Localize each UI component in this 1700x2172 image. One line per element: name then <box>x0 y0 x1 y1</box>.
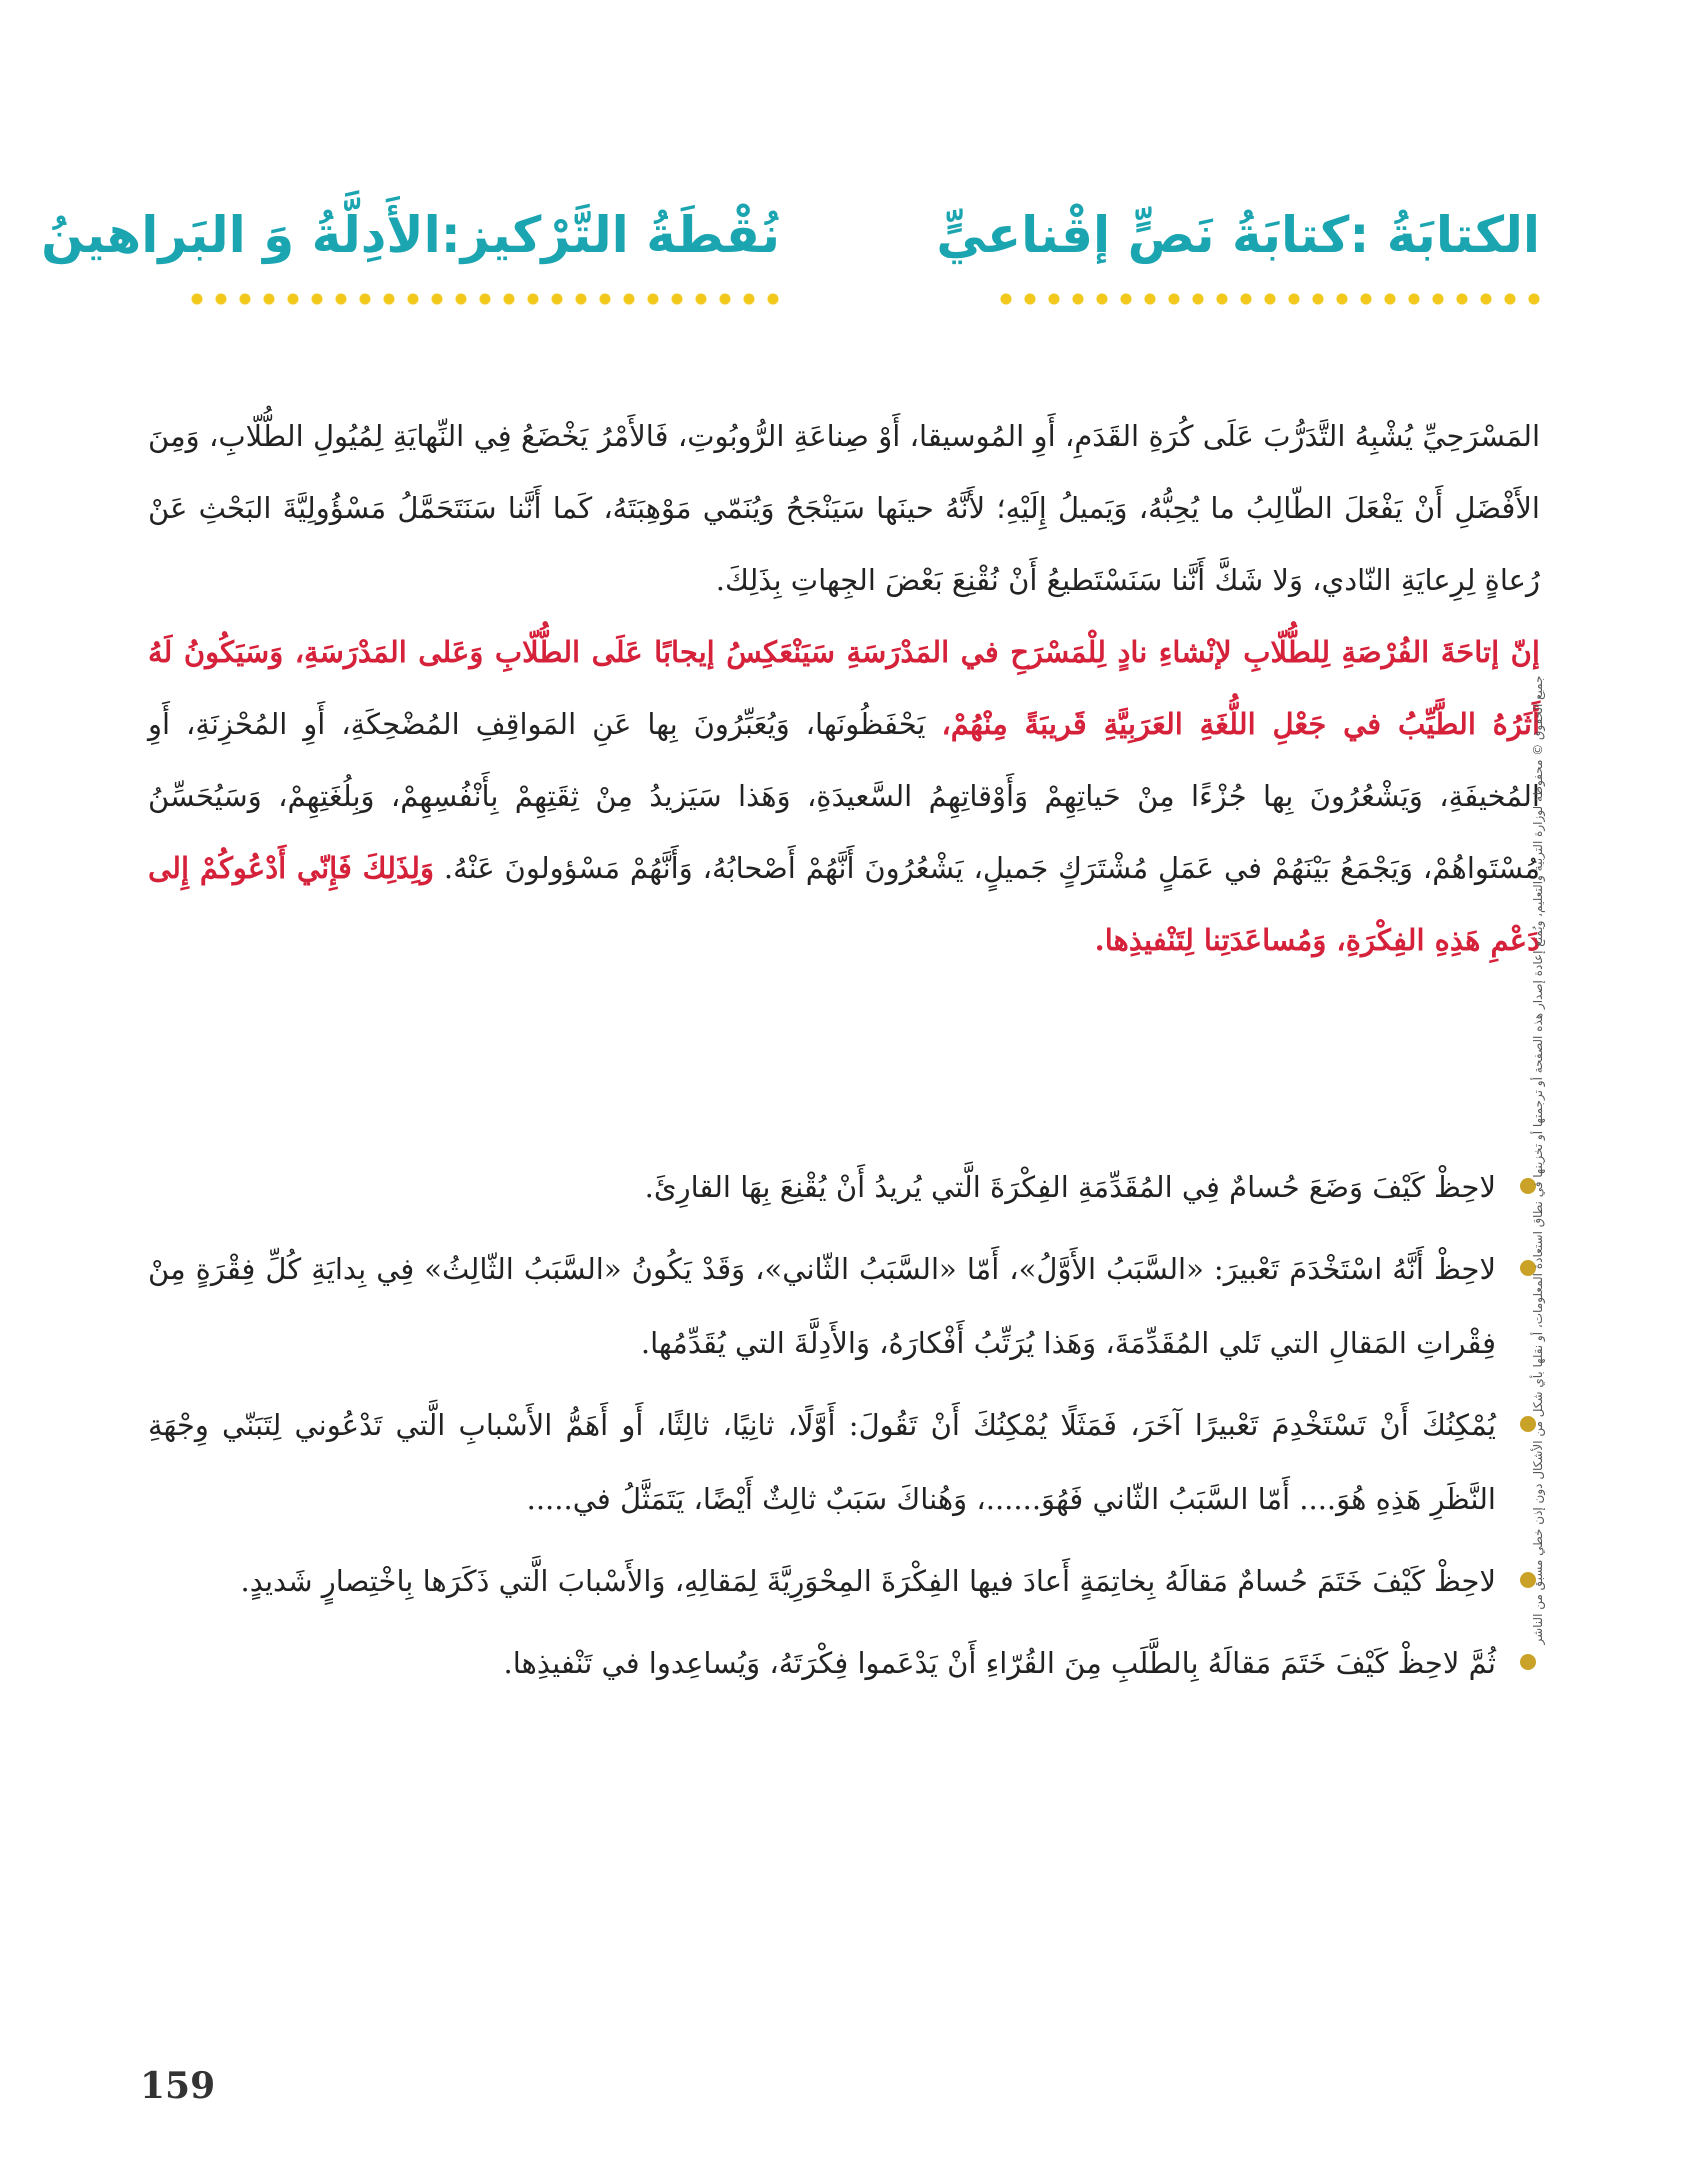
passage-highlight-call-to-action: وَلِذَلِكَ فَإِنّي أَدْعُوكُمْ إِلى دَعْمِ هَذِهِ الفِكْرَةِ، وَمُساعَدَتِنا لِتَنْفيذِها. <box>148 851 1540 957</box>
copyright-text: جميع الحقوق © محفوظة لوزارة التربية والتعليم، ويُمنع إعادة إصدار هذه الصفحة أو ترجمتها أو تخزينها في نطاق استعادة المعلومات، أو نقلها بأي شكل من الأشكال دون إذن خطي مسبق من الناشر <box>1531 675 1545 1645</box>
dotted-underline-left <box>190 292 780 306</box>
section-heading-writing <box>936 200 1540 306</box>
passage-text-1: المَسْرَحِيِّ يُشْبِهُ التَّدَرُّبَ عَلَى كُرَةِ القَدَمِ، أَوِ المُوسيقا، أَوْ صِناعَةِ الرُّوبُوتِ، فَالأَمْرُ يَخْضَعُ فِي النِّهايَةِ لِمُيُولِ الطُّلّابِ، وَمِنَ الأَفْضَلِ أَنْ يَفْعَلَ الطّالِبُ ما يُحِبُّهُ، وَيَميلُ إِلَيْهِ؛ لأَنَّهُ حينَها سَيَنْجَحُ وَيُنَمّي مَوْهِبَتَهُ، كَما أَنَّنا سَنَتَحَمَّلُ مَسْؤُولِيَّةَ البَحْثِ عَنْ رُعاةٍ لِرِعايَةِ النّادي، وَلا شَكَّ أَنَّنا سَنَسْتَطيعُ أَنْ نُقْنِعَ بَعْضَ الجِهاتِ بِذَلِكَ. <box>148 419 1540 597</box>
section-heading-focus <box>41 200 780 306</box>
list-item <box>148 1150 1540 1224</box>
page-header <box>41 200 1540 340</box>
note-text: لاحِظْ أَنَّهُ اسْتَخْدَمَ تَعْبيرَ: «السَّبَبُ الأَوَّلُ»، أَمّا «السَّبَبُ الثّاني»، وَقَدْ يَكُونُ «السَّبَبُ الثّالِثُ» فِي بِدايَةِ كُلِّ فِقْرَةٍ مِنْ فِقْراتِ المَقالِ التي تَلي المُقَدِّمَةَ، وَهَذا يُرَتِّبُ أَفْكارَهُ، وَالأَدِلَّةَ التي يُقَدِّمُها. <box>148 1252 1496 1360</box>
focus-point-title: نُقْطَةُ التَّرْكيز:الأَدِلَّةُ وَ البَراهينُ <box>41 206 780 264</box>
writing-title: الكتابَةُ :كتابَةُ نَصٍّ إقْناعيٍّ <box>936 206 1540 264</box>
dotted-underline-right <box>1000 292 1540 306</box>
list-item <box>148 1544 1540 1618</box>
passage-paragraph-2 <box>148 616 1540 976</box>
note-text: ثُمَّ لاحِظْ كَيْفَ خَتَمَ مَقالَهُ بِالطَّلَبِ مِنَ القُرّاءِ أَنْ يَدْعَموا فِكْرَتَهُ، وَيُساعِدوا في تَنْفيذِها. <box>503 1646 1496 1680</box>
passage-highlight-thesis: إنّ إتاحَةَ الفُرْصَةِ لِلطُّلّابِ لإنْشاءِ نادٍ لِلْمَسْرَحِ في المَدْرَسَةِ سَيَنْعَكِسُ إيجابًا عَلَى الطُّلّابِ وَعَلى المَدْرَسَةِ، وَسَيَكُونُ لَهُ أَثَرُهُ الطَّيِّبُ في جَعْلِ اللُّغَةِ العَرَبِيَّةِ قَريبَةً مِنْهُمْ، <box>148 635 1540 741</box>
observation-notes-list <box>148 1150 1540 1708</box>
list-item <box>148 1626 1540 1700</box>
persuasive-passage <box>148 400 1540 976</box>
copyright-side-note <box>1525 500 1551 1820</box>
passage-paragraph-1 <box>148 400 1540 616</box>
note-text: لاحِظْ كَيْفَ خَتَمَ حُسامٌ مَقالَهُ بِخاتِمَةٍ أَعادَ فيها الفِكْرَةَ المِحْوَرِيَّةَ لِمَقالِهِ، وَالأَسْبابَ الَّتي ذَكَرَها بِاخْتِصارٍ شَديدٍ. <box>240 1564 1496 1598</box>
list-item <box>148 1388 1540 1536</box>
page-number: 159 <box>140 2065 216 2107</box>
passage-text-2: يَحْفَظُونَها، وَيُعَبِّرُونَ بِها عَنِ المَواقِفِ المُضْحِكَةِ، أَوِ المُحْزِنَةِ، أَوِ المُخيفَةِ، وَيَشْعُرُونَ بِها جُزْءًا مِنْ حَياتِهِمْ وَأَوْقاتِهِمُ السَّعيدَةِ، وَهَذا سَيَزيدُ مِنْ ثِقَتِهِمْ بِأَنْفُسِهِمْ، وَبِلُغَتِهِمْ، وَسَيُحَسِّنُ مُسْتَواهُمْ، وَيَجْمَعُ بَيْنَهُمْ في عَمَلٍ مُشْتَرَكٍ جَميلٍ، يَشْعُرُونَ أَنَّهُمْ أَصْحابُهُ، وَأَنَّهُمْ مَسْؤولونَ عَنْهُ. <box>148 707 1541 885</box>
list-item <box>148 1232 1540 1380</box>
note-text: لاحِظْ كَيْفَ وَضَعَ حُسامٌ فِي المُقَدِّمَةِ الفِكْرَةَ الَّتي يُريدُ أَنْ يُقْنِعَ بِهَا القارِئَ. <box>644 1170 1496 1204</box>
note-text: يُمْكِنُكَ أَنْ تَسْتَخْدِمَ تَعْبيرًا آخَرَ، فَمَثَلًا يُمْكِنُكَ أَنْ تَقُولَ: أَوَّلًا، ثانِيًا، ثالِثًا، أَو أَهَمُّ الأَسْبابِ الَّتي تَدْعُوني لِتَبَنّي وِجْهَةِ النَّظَرِ هَذِهِ هُوَ.... أَمّا السَّبَبُ الثّاني فَهُوَ......، وَهُناكَ سَبَبٌ ثالِثٌ أَيْضًا، يَتَمَثَّلُ في..... <box>148 1408 1496 1516</box>
